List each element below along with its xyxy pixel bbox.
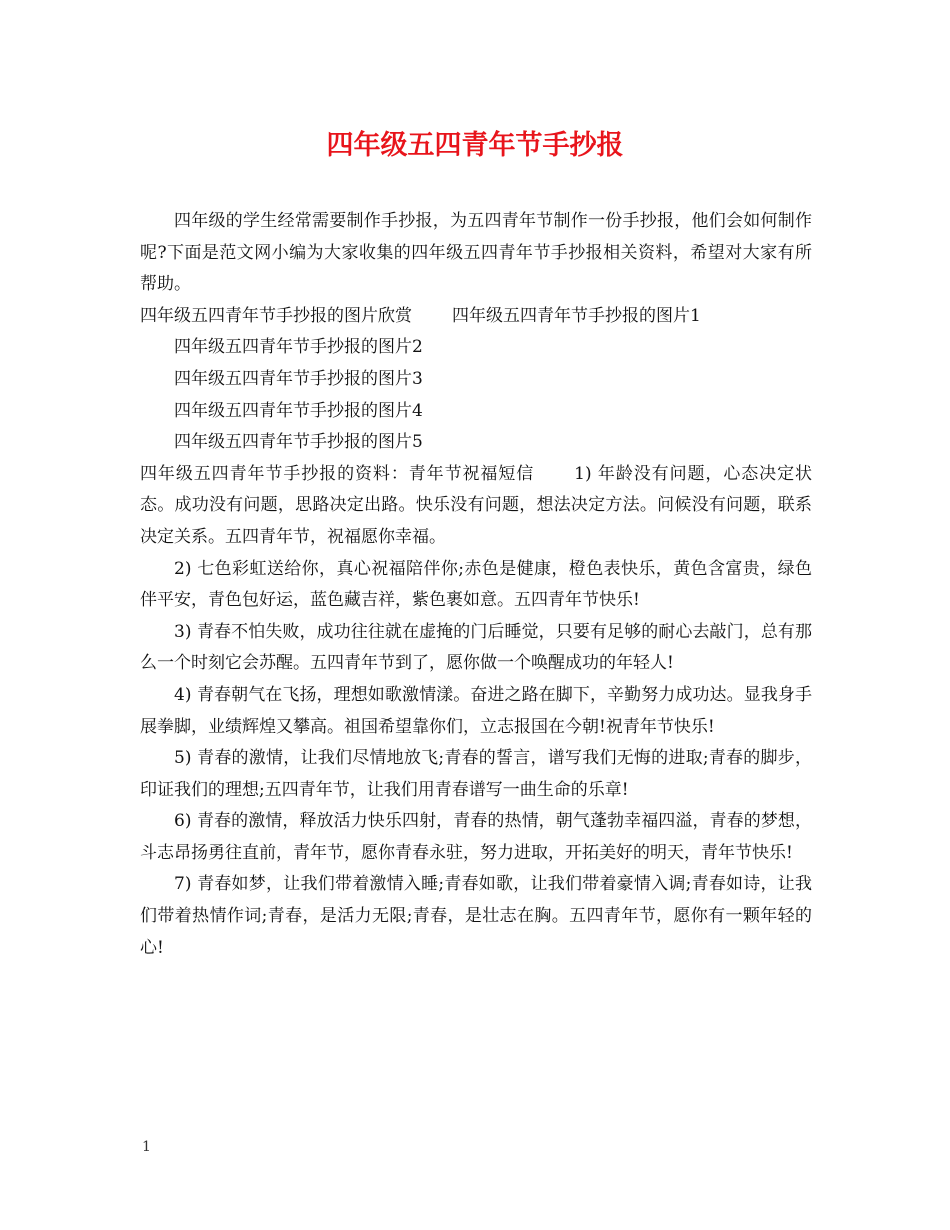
image-caption: 四年级五四青年节手抄报的图片3 xyxy=(174,368,423,389)
intro-paragraph: 四年级的学生经常需要制作手抄报，为五四青年节制作一份手抄报，他们会如何制作呢?下面是范文网小编为大家收集的四年级五四青年节手抄报相关资料，希望对大家有所帮助。 xyxy=(140,211,812,295)
wish-item: 4) 青春朝气在飞扬，理想如歌激情漾。奋进之路在脚下，辛勤努力成功达。显我身手展拳脚，业绩辉煌又攀高。祖国希望靠你们，立志报国在今朝!祝青年节快乐! xyxy=(140,684,812,737)
image-caption: 四年级五四青年节手抄报的图片2 xyxy=(174,337,423,358)
material-heading: 四年级五四青年节手抄报的资料：青年节祝福短信 xyxy=(140,463,535,484)
document-body xyxy=(140,206,812,964)
wish-item: 6) 青春的激情，释放活力快乐四射，青春的热情，朝气蓬勃幸福四溢，青春的梦想，斗志昂扬勇往直前，青年节，愿你青春永驻，努力进取，开拓美好的明天，青年节快乐! xyxy=(140,811,812,863)
image-caption: 四年级五四青年节手抄报的图片1 xyxy=(452,305,701,326)
image-caption: 四年级五四青年节手抄报的图片5 xyxy=(174,432,423,453)
wish-item: 7) 青春如梦，让我们带着激情入睡;青春如歌，让我们带着豪情入调;青春如诗，让我们带着热情作词;青春，是活力无限;青春，是壮志在胸。五四青年节，愿你有一颗年轻的心! xyxy=(140,874,812,958)
gallery-line xyxy=(140,301,812,333)
wish-item: 1) 年龄没有问题，心态决定状态。成功没有问题，思路决定出路。快乐没有问题，想法决定方法。问候没有问题，联系决定关系。五四青年节，祝福愿你幸福。 xyxy=(140,463,812,547)
gallery-heading: 四年级五四青年节手抄报的图片欣赏 xyxy=(140,305,412,326)
wish-item: 3) 青春不怕失败，成功往往就在虚掩的门后睡觉，只要有足够的耐心去敲门，总有那么一个时刻它会苏醒。五四青年节到了，愿你做一个唤醒成功的年轻人! xyxy=(140,621,812,674)
page-number: 1 xyxy=(142,1139,151,1155)
document-title: 四年级五四青年节手抄报 xyxy=(326,130,624,161)
wish-item: 5) 青春的激情，让我们尽情地放飞;青春的誓言，谱写我们无悔的进取;青春的脚步，印证我们的理想;五四青年节，让我们用青春谱写一曲生命的乐章! xyxy=(140,748,812,800)
wish-item: 2) 七色彩虹送给你，真心祝福陪伴你;赤色是健康，橙色表快乐，黄色含富贵，绿色伴平安，青色包好运，蓝色藏吉祥，紫色裹如意。五四青年节快乐! xyxy=(140,558,812,611)
material-paragraph xyxy=(140,459,812,554)
image-caption: 四年级五四青年节手抄报的图片4 xyxy=(174,400,423,421)
